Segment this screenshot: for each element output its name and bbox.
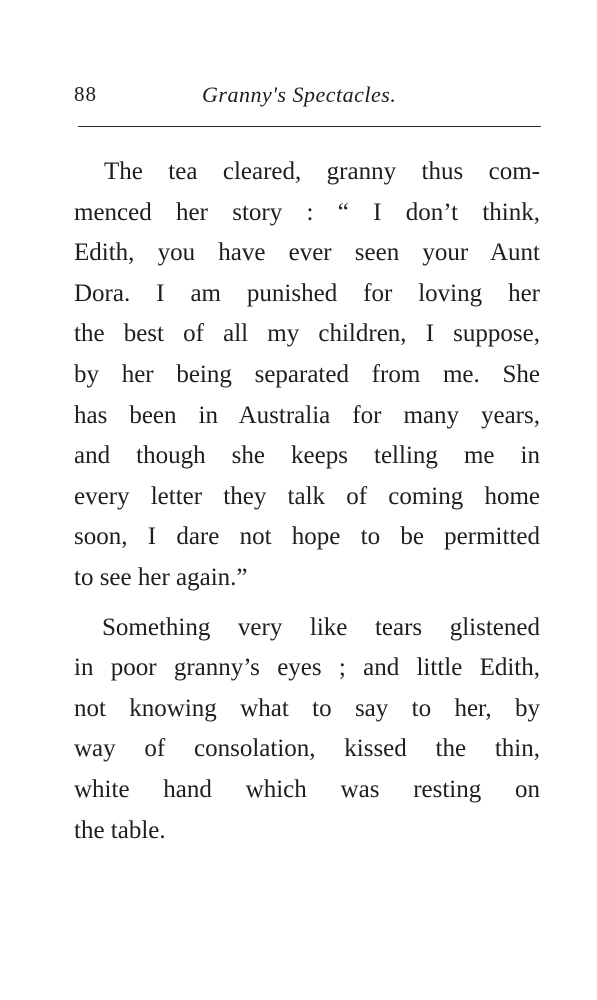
text-line: has been in Australia for many years, <box>74 401 540 429</box>
paragraph-gap <box>74 599 540 608</box>
text-line: in poor granny’s eyes ; and little Edith, <box>74 654 540 682</box>
page-header <box>74 82 544 112</box>
text-line: Something very like tears glistened <box>102 613 540 641</box>
page-number: 88 <box>74 82 97 106</box>
text-line: the table. <box>74 816 166 844</box>
text-line: the best of all my children, I suppose, <box>74 320 540 348</box>
text-line: to see her again.” <box>74 563 248 591</box>
text-line: Dora. I am punished for loving her <box>74 279 540 307</box>
header-rule <box>78 126 541 127</box>
running-title: Granny's Spectacles. <box>202 82 397 107</box>
text-line: by her being separated from me. She <box>74 360 540 388</box>
text-line: white hand which was resting on <box>74 775 540 803</box>
text-line: not knowing what to say to her, by <box>74 694 540 722</box>
text-line: soon, I dare not hope to be permitted <box>74 523 540 551</box>
text-line: and though she keeps telling me in <box>74 442 540 470</box>
text-line: The tea cleared, granny thus com- <box>104 158 540 185</box>
text-line: way of consolation, kissed the thin, <box>74 735 540 763</box>
text-line: Edith, you have ever seen your Aunt <box>74 239 540 267</box>
paragraph-1 <box>74 152 540 599</box>
text-line: every letter they talk of coming home <box>74 482 540 510</box>
paragraph-2 <box>74 608 540 852</box>
text-line: menced her story : “ I don’t think, <box>74 198 540 226</box>
body-text <box>74 152 540 851</box>
